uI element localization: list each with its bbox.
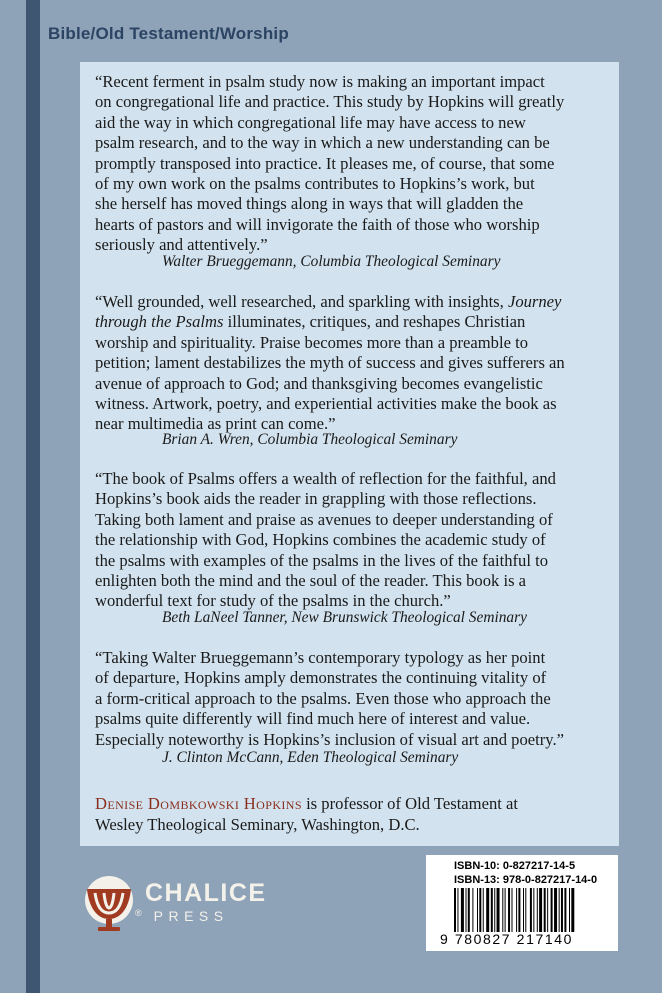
- isbn-13: ISBN-13: 978-0-827217-14-0: [454, 874, 598, 886]
- review-quote-2: [95, 292, 615, 435]
- quote-line: “Taking Walter Brueggemann’s contemporary typology as her point: [95, 648, 546, 667]
- bio-line: Wesley Theological Seminary, Washington, D.C.: [95, 815, 420, 834]
- author-bio: [95, 793, 615, 835]
- quote-line: a form-critical approach to the psalms. Even those who approach the: [95, 688, 551, 708]
- quote-line: petition; lament destabilizes the myth of success and gives sufferers an: [95, 353, 565, 373]
- quote-line: avenue of approach to God; and thanksgiving becomes evangelistic: [95, 373, 543, 393]
- quote-line: enlighten both the mind and the soul of the reader. This book is a: [95, 571, 527, 591]
- quote-line: Hopkins’s book aids the reader in grappling with those reflections.: [95, 489, 537, 509]
- barcode-digits: 9 780827 217140: [440, 931, 573, 947]
- quote-line: seriously and attentively.”: [95, 235, 268, 255]
- review-attribution-3: Beth LaNeel Tanner, New Brunswick Theological Seminary: [162, 609, 527, 626]
- review-quote-3: [95, 469, 615, 612]
- quote-line: the psalms with examples of the psalms in the lives of the faithful to: [95, 550, 549, 570]
- quote-line: hearts of pastors and will invigorate the faith of those who worship: [95, 214, 540, 234]
- quote-line: of departure, Hopkins amply demonstrates the continuing vitality of: [95, 668, 547, 688]
- category-label: Bible/Old Testament/Worship: [48, 24, 289, 43]
- quote-line: of my own work on the psalms contributes to Hopkins’s work, but: [95, 174, 535, 194]
- quote-line: Taking both lament and praise as avenues to deeper understanding of: [95, 509, 553, 529]
- publisher-sub: ® PRESS: [135, 908, 229, 924]
- quote-line: aid the way in which congregational life may have access to new: [95, 112, 526, 132]
- quote-line: wonderful text for study of the psalms in the church.”: [95, 591, 451, 611]
- quote-line: witness. Artwork, poetry, and experiential activities make the book as: [95, 394, 557, 414]
- publisher-name: CHALICE: [145, 879, 267, 907]
- book-title: through the Psalms: [95, 312, 224, 332]
- registered-mark: ®: [135, 908, 142, 918]
- spine-stripe: [26, 0, 40, 993]
- review-quote-4: [95, 648, 615, 750]
- author-name: Denise Dombkowski Hopkins: [95, 794, 302, 813]
- quote-line: the relationship with God, Hopkins combines the academic study of: [95, 530, 546, 550]
- quote-line: worship and spirituality. Praise becomes more than a preamble to: [95, 332, 529, 352]
- book-title: Journey: [507, 292, 562, 311]
- publisher-logo: [135, 879, 267, 924]
- quote-line: near multimedia as print can come.”: [95, 414, 336, 434]
- review-attribution-2: Brian A. Wren, Columbia Theological Seminary: [162, 431, 458, 448]
- review-quote-1: [95, 72, 615, 256]
- quote-line: psalms quite differently will find much here of interest and value.: [95, 709, 531, 729]
- quote-line: she herself has moved things along in ways that will gladden the: [95, 194, 524, 214]
- quote-line: through the Psalms illuminates, critiques, and reshapes Christian: [95, 312, 526, 332]
- bio-line: Denise Dombkowski Hopkins is professor of Old Testament at: [95, 794, 518, 813]
- quote-line: “Recent ferment in psalm study now is making an important impact: [95, 72, 545, 91]
- quote-line: Especially noteworthy is Hopkins’s inclusion of visual art and poetry.”: [95, 729, 564, 749]
- quote-line: “The book of Psalms offers a wealth of reflection for the faithful, and: [95, 469, 556, 488]
- quote-line: on congregational life and practice. This study by Hopkins will greatly: [95, 92, 565, 112]
- isbn-10: ISBN-10: 0-827217-14-5: [454, 860, 576, 872]
- review-attribution-4: J. Clinton McCann, Eden Theological Seminary: [162, 749, 459, 766]
- review-attribution-1: Walter Brueggemann, Columbia Theological Seminary: [162, 253, 501, 270]
- quote-line: promptly transposed into practice. It pleases me, of course, that some: [95, 153, 555, 173]
- quote-line: “Well grounded, well researched, and sparkling with insights, Journey: [95, 292, 562, 311]
- quote-line: psalm research, and to the way in which a new understanding can be: [95, 133, 550, 153]
- barcode-icon: [454, 888, 614, 932]
